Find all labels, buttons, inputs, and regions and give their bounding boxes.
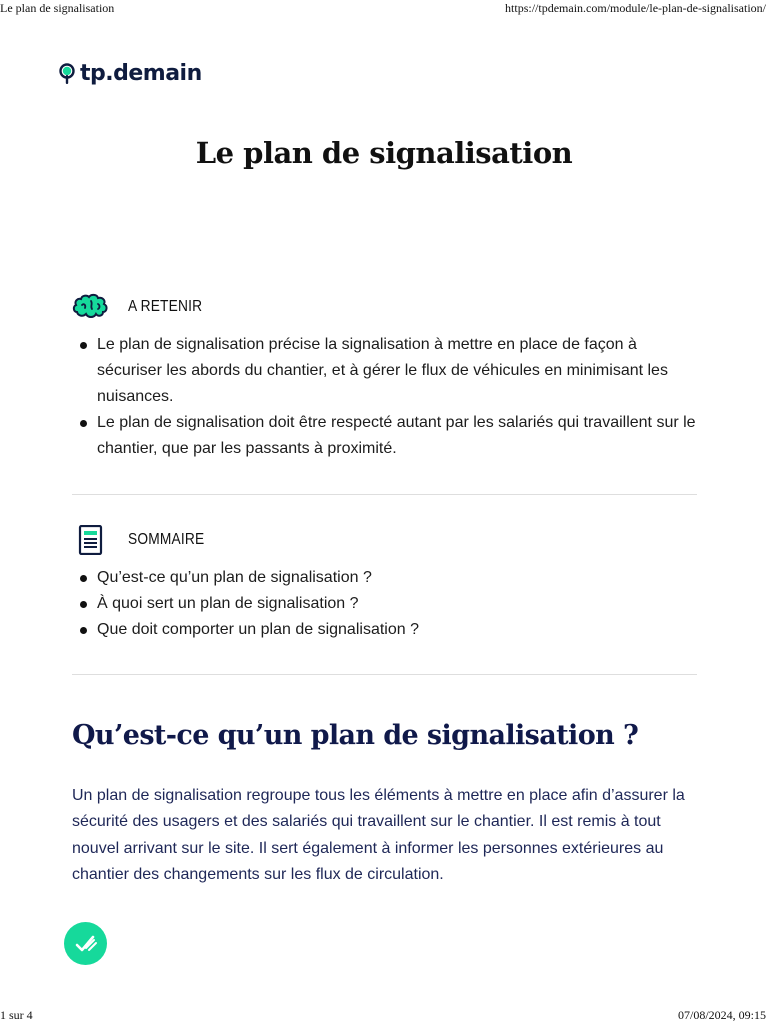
list-item: Le plan de signalisation doit être respecté autant par les salariés qui travaillent sur le chantier, que par les passants à proximité. [72, 410, 697, 462]
document-icon [72, 525, 110, 555]
sommaire-link[interactable]: Que doit comporter un plan de signalisation ? [72, 617, 697, 643]
section-heading: Qu’est-ce qu’un plan de signalisation ? [72, 720, 639, 751]
page-title: Le plan de signalisation [195, 136, 573, 170]
checkmark-badge-icon [64, 922, 107, 965]
divider [72, 494, 697, 495]
sommaire-link[interactable]: Qu’est-ce qu’un plan de signalisation ? [72, 565, 697, 591]
sommaire-header [72, 525, 217, 555]
retenir-list [72, 332, 697, 462]
site-logo[interactable] [58, 61, 202, 86]
print-footer-datetime: 07/08/2024, 09:15 [677, 1008, 766, 1022]
print-header-url: https://tpdemain.com/module/le-plan-de-signalisation/ [505, 1, 766, 15]
list-item: Le plan de signalisation précise la signalisation à mettre en place de façon à sécuriser les abords du chantier, et à gérer le flux de véhicules en minimisant les nuisances. [72, 332, 697, 410]
sommaire-list [72, 565, 697, 643]
tree-icon [58, 63, 76, 85]
sommaire-link[interactable]: À quoi sert un plan de signalisation ? [72, 591, 697, 617]
retenir-header [72, 292, 214, 322]
divider [72, 674, 697, 675]
section-paragraph: Un plan de signalisation regroupe tous les éléments à mettre en place afin d’assurer la sécurité des usagers et des salariés qui travaillent sur le chantier. Il est remis à tout nouvel arrivant sur le site. Il sert également à informer les personnes extérieures au chantier des changements sur les flux de circulation. [72, 787, 685, 883]
sommaire-label: SOMMAIRE [128, 531, 205, 548]
logo-text: tp.demain [80, 61, 202, 86]
brain-icon [72, 292, 110, 322]
print-header-title: Le plan de signalisation [0, 1, 115, 15]
retenir-label: A RETENIR [128, 298, 203, 315]
print-footer-page: 1 sur 4 [0, 1008, 33, 1022]
